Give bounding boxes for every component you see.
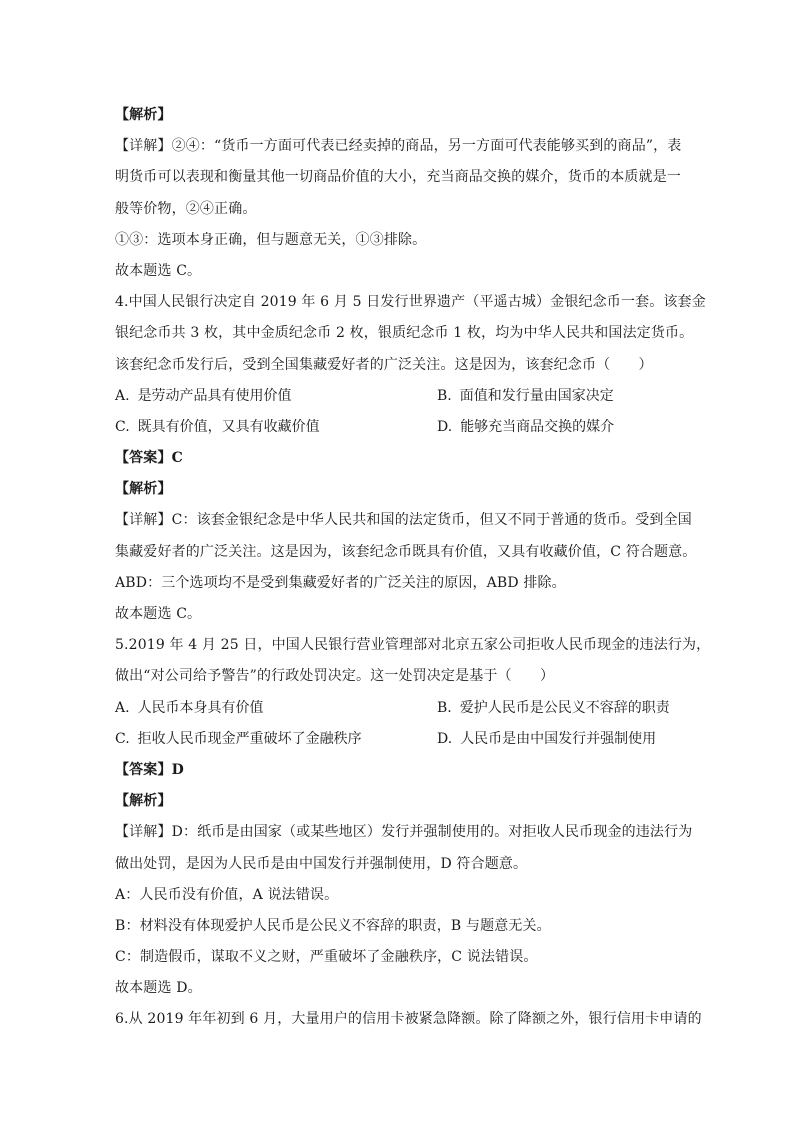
option-letter: D. [437, 418, 453, 435]
q5-detail-line-1: 【详解】D：纸币是由国家（或某些地区）发行并强制使用的。对拒收人民币现金的违法行为 [115, 824, 693, 841]
q3-conclusion: 故本题选 C。 [115, 262, 202, 279]
q5-conclusion: 故本题选 D。 [115, 980, 202, 997]
q4-stem-line-3: 该套纪念币发行后，受到全国集藏爱好者的广泛关注。这是因为，该套纪念币（ ） [115, 356, 653, 373]
q4-detail-line-1: 【详解】C：该套金银纪念是中华人民共和国的法定货币，但又不同于普通的货币。受到全国 [115, 512, 692, 529]
q4-option-b [437, 381, 685, 412]
q5-detail-line-5: C：制造假币，谋取不义之财，严重破坏了金融秩序，C 说法错误。 [115, 949, 538, 966]
q6-stem-line-1: 6.从 2019 年年初到 6 月，大量用户的信用卡被紧急降额。除了降额之外，银行信用卡申请的 [115, 1011, 702, 1028]
q4-options-row-2 [115, 412, 685, 443]
q4-option-c [115, 412, 437, 443]
q5-stem-line-2: 做出“对公司给予警告”的行政处罚决定。这一处罚决定是基于（ ） [115, 668, 555, 685]
option-text: 是劳动产品具有使用价值 [137, 387, 292, 404]
q3-analysis-heading: 【解析】 [115, 107, 172, 123]
option-text: 面值和发行量由国家决定 [459, 387, 614, 404]
q3-detail-line-4: ①③：选项本身正确，但与题意无关，①③排除。 [115, 231, 427, 248]
q5-answer: 【答案】D [115, 761, 184, 778]
option-text: 能够充当商品交换的媒介 [460, 418, 615, 435]
q4-stem-line-2: 银纪念币共 3 枚，其中金质纪念币 2 枚，银质纪念币 1 枚，均为中华人民共和国法定货币。 [115, 325, 694, 342]
document-page [115, 100, 711, 1036]
q5-detail-line-4: B：材料没有体现爱护人民币是公民义不容辞的职责，B 与题意无关。 [115, 917, 551, 934]
q5-option-a [115, 693, 437, 724]
option-letter: D. [437, 730, 453, 747]
option-text: 拒收人民币现金严重破坏了金融秩序 [137, 730, 362, 747]
option-text: 爱护人民币是公民义不容辞的职责 [459, 699, 670, 716]
q4-detail-line-2: 集藏爱好者的广泛关注。这是因为，该套纪念币既具有价值，又具有收藏价值，C 符合题意。 [115, 543, 697, 560]
q5-detail-line-2: 做出处罚，是因为人民币是由中国发行并强制使用，D 符合题意。 [115, 855, 528, 872]
q4-conclusion: 故本题选 C。 [115, 606, 202, 622]
option-letter: B. [437, 387, 452, 404]
option-text: 人民币本身具有价值 [137, 699, 264, 716]
option-letter: C. [115, 730, 130, 747]
q4-option-d [437, 412, 685, 443]
q5-stem-line-1: 5.2019 年 4 月 25 日，中国人民银行营业管理部对北京五家公司拒收人民币现金的违法行为， [115, 637, 711, 654]
q5-options-row-1 [115, 693, 685, 724]
option-letter: B. [437, 699, 452, 716]
option-letter: A. [115, 699, 130, 716]
option-letter: A. [115, 387, 130, 404]
q5-option-b [437, 693, 685, 724]
q5-detail-line-3: A：人民币没有价值，A 说法错误。 [115, 886, 339, 903]
option-text: 既具有价值，又具有收藏价值 [137, 418, 320, 435]
q4-option-a [115, 381, 437, 412]
option-letter: C. [115, 418, 130, 435]
q4-options-row-1 [115, 381, 685, 412]
q5-option-c [115, 724, 437, 755]
q5-option-d [437, 724, 685, 755]
q5-options-row-2 [115, 724, 685, 755]
q4-answer: 【答案】C [115, 450, 183, 467]
q4-stem-line-1: 4.中国人民银行决定自 2019 年 6 月 5 日发行世界遗产（平遥古城）金银纪念币一套。该套金 [115, 294, 706, 311]
q3-detail-line-3: 般等价物，②④正确。 [115, 200, 257, 217]
q3-detail-line-1: 【详解】②④：“货币一方面可代表已经卖掉的商品，另一方面可代表能够买到的商品”，表 [115, 138, 682, 155]
q3-detail-line-2: 明货币可以表现和衡量其他一切商品价值的大小，充当商品交换的媒介，货币的本质就是一 [115, 169, 681, 186]
q4-detail-line-3: ABD：三个选项均不是受到集藏爱好者的广泛关注的原因，ABD 排除。 [115, 574, 566, 591]
q5-analysis-heading: 【解析】 [115, 793, 172, 810]
option-text: 人民币是由中国发行并强制使用 [460, 730, 657, 747]
q4-analysis-heading: 【解析】 [115, 481, 172, 498]
